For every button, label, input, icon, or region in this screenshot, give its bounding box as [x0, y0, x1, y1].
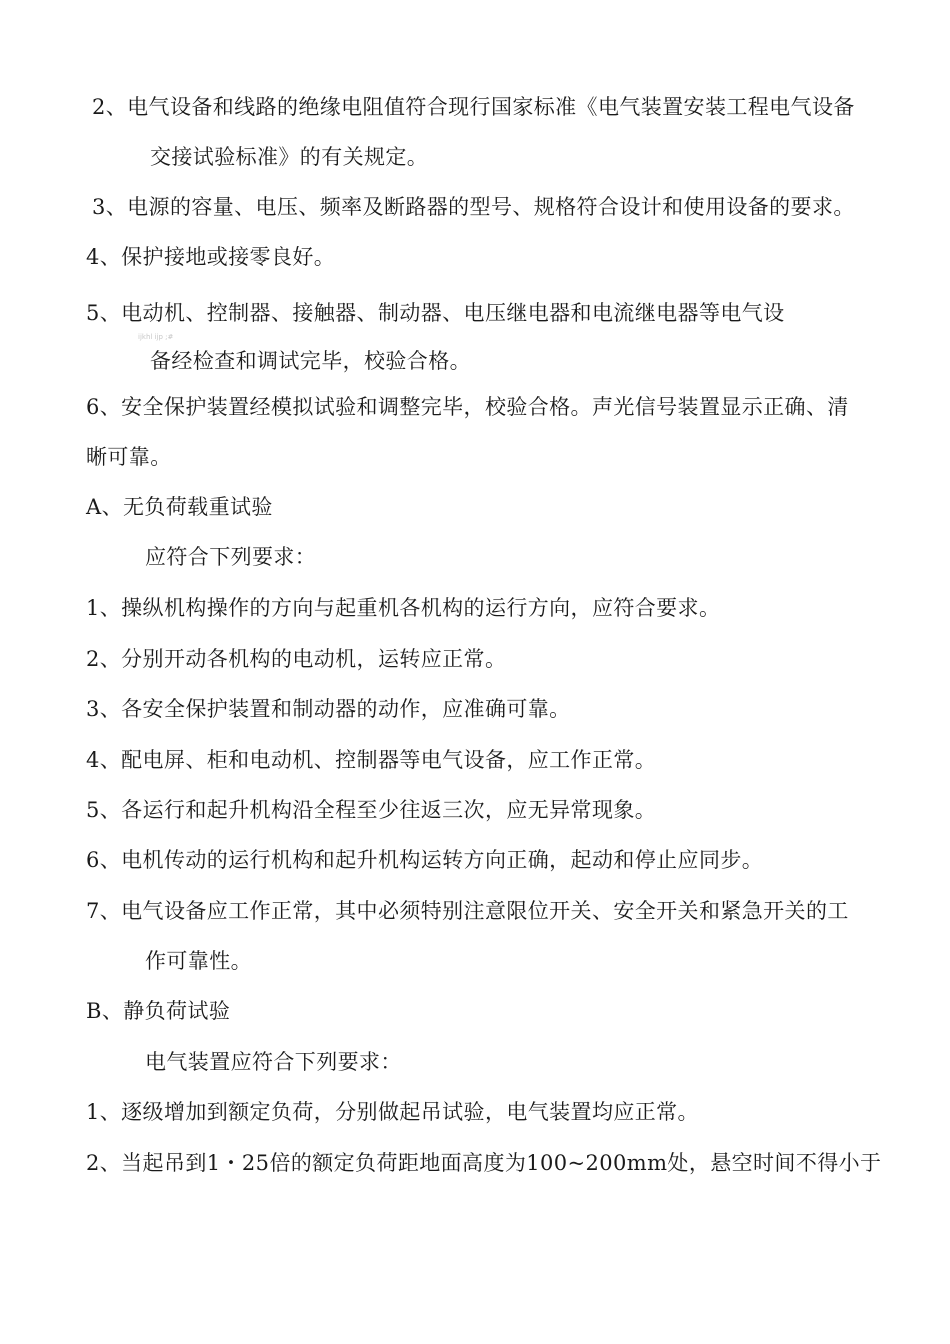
- text-line-10: 应符合下列要求：: [145, 545, 317, 569]
- text-line-22: 2、当起吊到1・25倍的额定负荷距地面高度为100~200mm处，悬空时间不得小于: [86, 1151, 882, 1175]
- text-line-16: 6、电机传动的运行机构和起升机构运转方向正确，起动和停止应同步。: [86, 848, 764, 872]
- text-line-13: 3、各安全保护装置和制动器的动作，应准确可靠。: [86, 697, 571, 721]
- text-line-14: 4、配电屏、柜和电动机、控制器等电气设备，应工作正常。: [86, 748, 657, 772]
- text-line-5: 5、电动机、控制器、接触器、制动器、电压继电器和电流继电器等电气设: [86, 301, 785, 325]
- text-line-12: 2、分别开动各机构的电动机，运转应正常。: [86, 647, 507, 671]
- text-line-1: 2、电气设备和线路的绝缘电阻值符合现行国家标准《电气装置安装工程电气设备: [92, 95, 855, 119]
- text-line-7: 6、安全保护装置经模拟试验和调整完毕，校验合格。声光信号装置显示正确、清: [86, 395, 849, 419]
- text-line-11: 1、操纵机构操作的方向与起重机各机构的运行方向，应符合要求。: [86, 596, 721, 620]
- text-line-4: 4、保护接地或接零良好。: [86, 245, 336, 269]
- section-heading-a: A、无负荷载重试验: [86, 495, 273, 519]
- text-line-15: 5、各运行和起升机构沿全程至少往返三次，应无异常现象。: [86, 798, 657, 822]
- section-heading-b: B、静负荷试验: [86, 999, 231, 1023]
- text-line-6: 备经检查和调试完毕，校验合格。: [150, 349, 471, 373]
- text-line-3: 3、电源的容量、电压、频率及断路器的型号、规格符合设计和使用设备的要求。: [92, 195, 855, 219]
- text-line-18: 作可靠性。: [145, 949, 252, 973]
- text-line-21: 1、逐级增加到额定负荷，分别做起吊试验，电气装置均应正常。: [86, 1100, 699, 1124]
- text-line-2: 交接试验标准》的有关规定。: [150, 145, 429, 169]
- text-line-17: 7、电气设备应工作正常，其中必须特别注意限位开关、安全开关和紧急开关的工: [86, 899, 849, 923]
- text-line-20: 电气装置应符合下列要求：: [145, 1050, 402, 1074]
- faint-scan-mark: ijkhl ijp ;#: [138, 333, 174, 341]
- text-line-8: 晰可靠。: [86, 445, 172, 469]
